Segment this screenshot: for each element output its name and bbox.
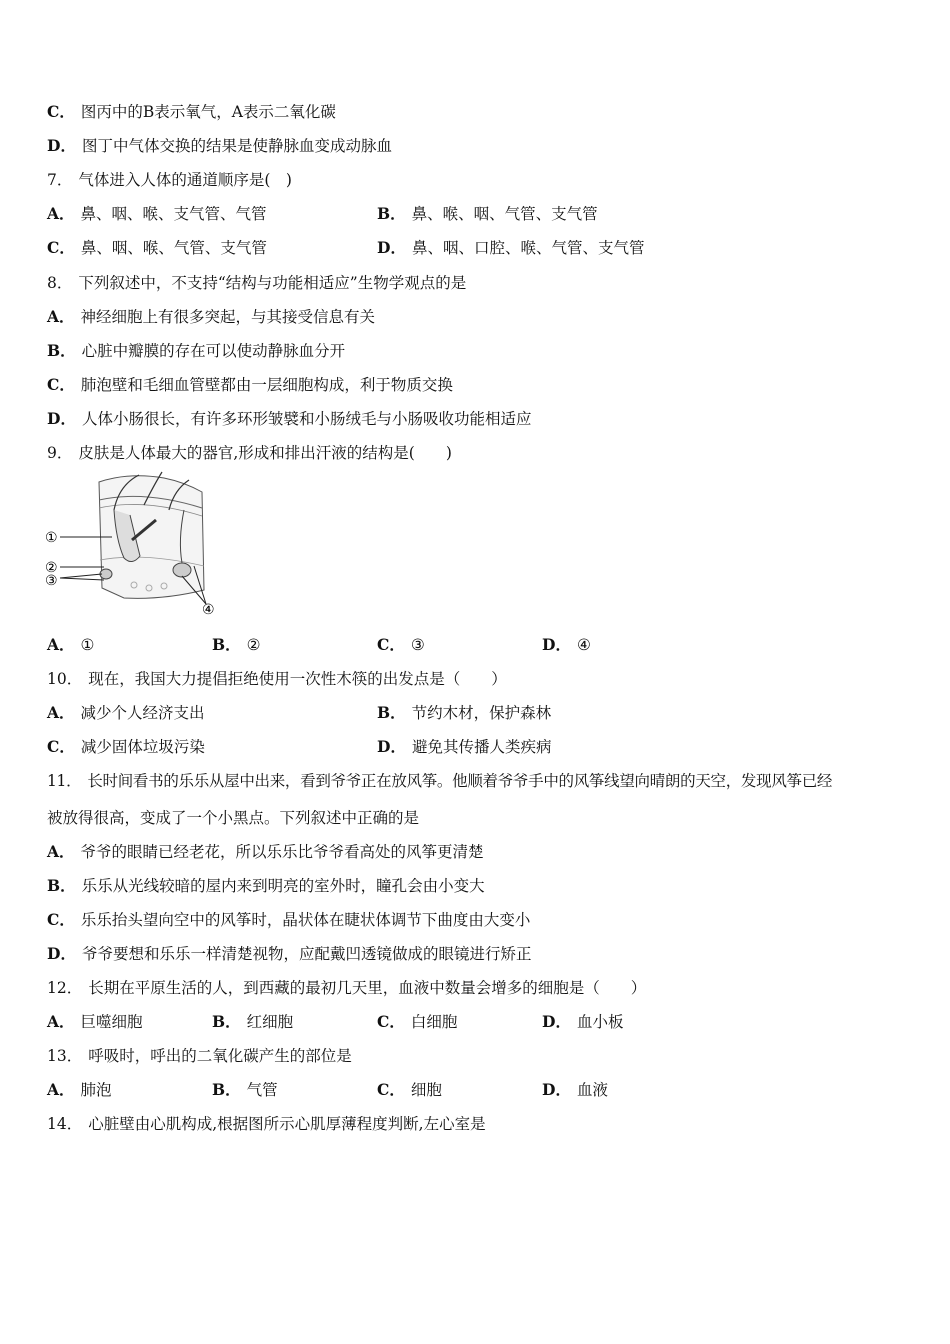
q6-option-d[interactable] <box>47 136 392 156</box>
q13-stem <box>47 1046 352 1066</box>
option-label: D． <box>542 1012 571 1031</box>
q7-stem <box>47 170 292 190</box>
q11-option-c[interactable] <box>47 910 530 930</box>
option-text: 乐乐从光线较暗的屋内来到明亮的室外时，瞳孔会由小变大 <box>81 877 485 895</box>
q7-option-d[interactable] <box>377 238 644 258</box>
question-number: 14． <box>47 1115 83 1133</box>
option-text: 爷爷的眼睛已经老花，所以乐乐比爷爷看高处的风筝更清楚 <box>80 843 484 861</box>
q14-stem <box>47 1114 486 1134</box>
option-label: A． <box>47 703 75 722</box>
q11-option-d[interactable] <box>47 944 531 964</box>
option-label: A． <box>47 1012 75 1031</box>
figure-label-2: ② <box>45 560 58 576</box>
q10-option-c[interactable] <box>47 737 205 757</box>
question-stem: 呼吸时，呼出的二氧化碳产生的部位是 <box>88 1047 352 1065</box>
option-text: 图丁中气体交换的结果是使静脉血变成动脉血 <box>81 137 392 155</box>
q8-option-a[interactable] <box>47 307 375 327</box>
q7-option-b[interactable] <box>377 204 598 224</box>
figure-label-1: ① <box>45 530 58 546</box>
option-text: 避免其传播人类疾病 <box>411 738 552 756</box>
q8-option-c[interactable] <box>47 375 453 395</box>
option-label: D． <box>47 409 76 428</box>
option-text: 细胞 <box>410 1081 442 1099</box>
q7-option-a[interactable] <box>47 204 267 224</box>
option-label: B． <box>212 1012 241 1031</box>
option-text: 鼻、咽、喉、支气管、气管 <box>80 205 267 223</box>
q9-option-b[interactable] <box>212 635 261 655</box>
option-text: 减少个人经济支出 <box>80 704 205 722</box>
option-text: 血液 <box>576 1081 608 1099</box>
option-label: C． <box>47 238 75 257</box>
q11-stem-line1 <box>47 771 832 791</box>
q11-option-b[interactable] <box>47 876 485 896</box>
q8-option-d[interactable] <box>47 409 531 429</box>
q6-option-c[interactable] <box>47 102 336 122</box>
option-label: B． <box>377 204 406 223</box>
q13-option-a[interactable] <box>47 1080 112 1100</box>
option-text: 爷爷要想和乐乐一样清楚视物，应配戴凹透镜做成的眼镜进行矫正 <box>81 945 532 963</box>
figure-label-3: ③ <box>45 573 58 589</box>
question-number: 10． <box>47 670 83 688</box>
option-text: 鼻、咽、喉、气管、支气管 <box>80 239 267 257</box>
figure-label-4: ④ <box>202 602 215 618</box>
option-label: C． <box>377 1080 405 1099</box>
option-label: C． <box>377 1012 405 1031</box>
option-text: 白细胞 <box>410 1013 458 1031</box>
option-text: 神经细胞上有很多突起，与其接受信息有关 <box>80 308 376 326</box>
option-text: 肺泡 <box>80 1081 112 1099</box>
q10-option-b[interactable] <box>377 703 551 723</box>
question-number: 12． <box>47 979 83 997</box>
question-stem-continued: 被放得很高，变成了一个小黑点。下列叙述中正确的是 <box>47 809 420 827</box>
option-label: D． <box>542 1080 571 1099</box>
option-label: C． <box>47 102 75 121</box>
q12-option-c[interactable] <box>377 1012 457 1032</box>
q10-option-a[interactable] <box>47 703 205 723</box>
q9-option-a[interactable] <box>47 635 94 655</box>
q12-stem <box>47 978 646 998</box>
option-label: B． <box>377 703 406 722</box>
q10-option-d[interactable] <box>377 737 551 757</box>
q9-option-d[interactable] <box>542 635 591 655</box>
q12-option-b[interactable] <box>212 1012 293 1032</box>
option-label: C． <box>377 635 405 654</box>
option-label: A． <box>47 842 75 861</box>
option-label: A． <box>47 635 75 654</box>
question-number: 9． <box>47 444 73 462</box>
option-text: 图丙中的B表示氧气，A表示二氧化碳 <box>80 103 336 121</box>
option-label: B． <box>212 1080 241 1099</box>
option-label: D． <box>377 238 406 257</box>
option-text: 乐乐抬头望向空中的风筝时，晶状体在睫状体调节下曲度由大变小 <box>80 911 531 929</box>
question-stem: 下列叙述中，不支持“结构与功能相适应”生物学观点的是 <box>78 274 467 292</box>
option-text: 鼻、喉、咽、气管、支气管 <box>411 205 598 223</box>
option-label: A． <box>47 204 75 223</box>
option-label: C． <box>47 375 75 394</box>
question-stem: 现在，我国大力提倡拒绝使用一次性木筷的出发点是（ ） <box>88 670 507 688</box>
question-number: 8． <box>47 274 73 292</box>
option-text: 人体小肠很长，有许多环形皱襞和小肠绒毛与小肠吸收功能相适应 <box>81 410 532 428</box>
question-stem: 心脏壁由心肌构成,根据图所示心肌厚薄程度判断,左心室是 <box>88 1115 486 1133</box>
option-text: ④ <box>576 636 591 654</box>
option-label: D． <box>47 944 76 963</box>
option-label: B． <box>47 341 76 360</box>
option-label: C． <box>47 737 75 756</box>
question-number: 7． <box>47 171 73 189</box>
option-text: 节约木材，保护森林 <box>411 704 552 722</box>
option-text: ② <box>246 636 261 654</box>
option-label: D． <box>47 136 76 155</box>
option-label: A． <box>47 307 75 326</box>
q7-option-c[interactable] <box>47 238 267 258</box>
q13-option-d[interactable] <box>542 1080 608 1100</box>
option-text: 减少固体垃圾污染 <box>80 738 205 756</box>
q11-stem-line2 <box>47 808 419 828</box>
option-text: 鼻、咽、口腔、喉、气管、支气管 <box>411 239 645 257</box>
q11-option-a[interactable] <box>47 842 484 862</box>
q12-option-a[interactable] <box>47 1012 143 1032</box>
option-text: 红细胞 <box>246 1013 294 1031</box>
q9-stem <box>47 443 452 463</box>
option-text: 气管 <box>246 1081 278 1099</box>
question-stem: 长期在平原生活的人，到西藏的最初几天里，血液中数量会增多的细胞是（ ） <box>88 979 647 997</box>
question-number: 13． <box>47 1047 83 1065</box>
skin-structure-figure <box>44 470 224 620</box>
option-text: 血小板 <box>576 1013 624 1031</box>
option-text: 肺泡壁和毛细血管壁都由一层细胞构成，利于物质交换 <box>80 376 453 394</box>
option-label: B． <box>47 876 76 895</box>
q10-stem <box>47 669 507 689</box>
q8-option-b[interactable] <box>47 341 345 361</box>
question-number: 11． <box>47 772 82 790</box>
option-text: 心脏中瓣膜的存在可以使动静脉血分开 <box>81 342 346 360</box>
option-label: C． <box>47 910 75 929</box>
q13-option-b[interactable] <box>212 1080 278 1100</box>
question-stem: 长时间看书的乐乐从屋中出来，看到爷爷正在放风筝。他顺着爷爷手中的风筝线望向晴朗的天空，发现风筝已经 <box>87 772 833 790</box>
option-label: A． <box>47 1080 75 1099</box>
option-label: D． <box>377 737 406 756</box>
q8-stem <box>47 273 466 293</box>
option-text: ① <box>80 636 95 654</box>
option-label: B． <box>212 635 241 654</box>
q9-option-c[interactable] <box>377 635 425 655</box>
option-label: D． <box>542 635 571 654</box>
question-stem: 皮肤是人体最大的器官,形成和排出汗液的结构是( ) <box>78 444 452 462</box>
option-text: ③ <box>410 636 425 654</box>
q13-option-c[interactable] <box>377 1080 442 1100</box>
option-text: 巨噬细胞 <box>80 1013 143 1031</box>
q12-option-d[interactable] <box>542 1012 623 1032</box>
question-stem: 气体进入人体的通道顺序是( ) <box>78 171 292 189</box>
